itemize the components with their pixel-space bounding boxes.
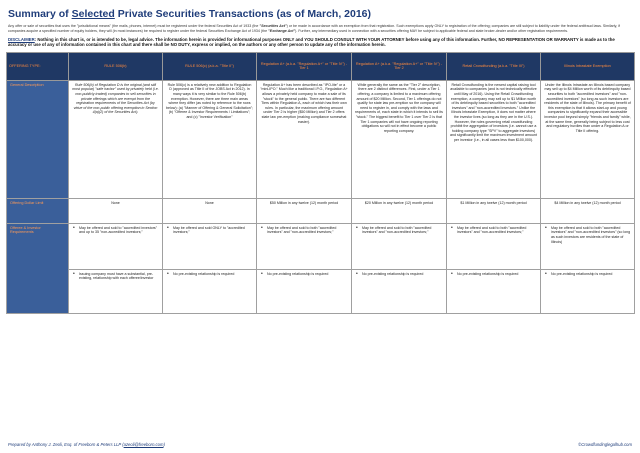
disclaimer-paragraph [8, 37, 632, 48]
table-cell: $50 Million in any twelve (12) month period [257, 198, 352, 223]
intro-paragraph: Any offer or sale of securities that uses the "jurisdictional means" (the mails, phones, internet) must be registered under the federal Securities Act of 1933 (the "Securities Act") or be made in accordance with an exemption from that registration. Such exemptions apply ONLY to registration of the offering; companies are still subject to liability under the federal antifraud laws. Similarly, if companies acquire a specified number of equity holders, they will (in most instances) be required to register under the federal Securities Exchange Act of 1934 (the "Exchange Act"). Further, any intermediary used in connection with a securities offering MAY be subject to applicable federal and state broker-dealer and/or other registration requirements. [8, 24, 620, 33]
table-cell: Rule 506(c) is a relatively new addition to Regulation D (approved as Title II of the JOBS Act in 2012). In many ways it is very similar to the Rule 506(b) exemption. However, there are three main areas where they differ (as noted by reference to the rows below): (a) "Manner of Offering & General Solicitation"; (b) "Offeree & Investor Requirements / Limitations"; and (c) "Investor Verification" [163, 80, 257, 198]
table-cell [447, 223, 541, 269]
footer-copyright: ©Crowdfundinglegalhub.com [578, 442, 632, 447]
title-text-1: Summary of [8, 8, 72, 20]
row-label-offering-limit: Offering Dollar Limit [7, 198, 69, 223]
header-reg-a-tier1: Regulation A+ (a.k.a. "Regulation A+" or "Title IV") - Tier 1 [257, 52, 352, 80]
table-row-offering-limit [7, 198, 635, 223]
header-reg-a-tier2: Regulation A+ (a.k.a. "Regulation A+" or "Title IV") - Tier 2 [352, 52, 447, 80]
list-item: • No pre-existing relationship is required [544, 272, 631, 277]
disclaimer-text: : Nothing in this chart is, or is intended to be, legal advice. The information herein is provided for informational purposes ONLY and YOU SHOULD CONSULT WITH YOUR ATTORNEY before using any of this information. Further, NO REPRESENTATION OR WARRANTY is made as to the accuracy or use of any of information contained in this chart and there shall be NO DUTY, express or implied, on the authors or any other person to update any of the information herein. [8, 37, 615, 48]
page-footer [8, 442, 632, 447]
table-cell: $4 Million in any twelve (12) month period [541, 198, 635, 223]
header-rule-506c: RULE 506(c) (a.k.a. "Title II") [163, 52, 257, 80]
table-cell [447, 269, 541, 313]
table-cell: While generally the same as the "Tier 2" description, there are 2 distinct differences. First, under a Tier 1 offering, a company is limited to a maximum offering amount of $20 Million. Second, Tier 1 offerings do not qualify for state law pre-emption so the company will need to register in, and comply with the laws and requirements of, each state in which it intends to sell its "stock." The biggest benefit to Tier 1 over Tier 2 is that Tier 1 companies will not have ongoing reporting obligations so will not in effect become a public reporting company. [352, 80, 447, 198]
list-item: • May be offered and sold to both "accredited investors" and "non-accredited investors;" [355, 226, 443, 235]
table-cell [257, 223, 352, 269]
table-cell: $20 Million in any twelve (12) month period [352, 198, 447, 223]
header-retail-crowdfunding: Retail Crowdfunding (a.k.a. "Title III") [447, 52, 541, 80]
list-item: • No pre-existing relationship is required [450, 272, 537, 277]
table-header-row [7, 52, 635, 80]
table-cell: Regulation A+ has been described as "IPO-lite" or a "mini-IPO." Much like a traditional I.P.O., Regulation A+ allows a privately held company to make a sale of its "stock" to the general public. There are two different Tiers within Regulation A, each of which has their own rules. In particular, the maximum offering amount under Tier 2 is higher ($50 Million) and Tier 2 offers state law pre-emption (making compliance somewhat easier). [257, 80, 352, 198]
table-cell: Retail Crowdfunding is the newest capital raising tool available to companies (and is not technically effective until May of 2016). Using the Retail Crowdfunding exemption, a company may sell up to $1 Million worth of its debt/equity based securities to both "accredited investors" and "non-accredited investors." Unlike the Illinois Intrastate Exemption, it does not matter where the investor lives (so long as they are in the U.S.). However, the rules governing retail crowdfunding prohibit the aggregation of investors (i.e. cannot use a holding company type "SPV" to aggregate investors) and significantly limit the maximum investment amount per investor (i.e., in all cases less than $100,000). [447, 80, 541, 198]
table-cell [163, 269, 257, 313]
list-item: • May be offered and sold ONLY to "accredited investors;" [166, 226, 253, 235]
table-row-relationship [7, 269, 635, 313]
list-item: • No pre-existing relationship is required [355, 272, 443, 277]
table-cell: Rule 506(b) of Regulation D is the original (and still most popular) "safe harbor" used by privately held (i.e. non-publicly traded) companies to sell securities in private offerings which are exempt from the registration requirements of the Securities Act (by virtue of the non-public offering exemption in Section 4(a)(2) of the Securities Act). [69, 80, 163, 198]
list-item: • May be offered and sold to both "accredited investors" and "non-accredited investors;" [450, 226, 537, 235]
title-text-selected: Selected [71, 8, 115, 20]
list-item: • No pre-existing relationship is required [260, 272, 348, 277]
disclaimer-label: DISCLAIMER [8, 37, 35, 42]
list-item: • May be offered and sold to "accredited investors" and up to 35 "non-accredited investors;" [72, 226, 159, 235]
page-title [8, 8, 634, 20]
table-cell: None [69, 198, 163, 223]
table-cell: $1 Million in any twelve (12) month period [447, 198, 541, 223]
table-cell [352, 223, 447, 269]
table-row-investor-requirements [7, 223, 635, 269]
table-cell: Under the Illinois Intrastate an Illinois based company may sell up to $4 Million worth of its debt/equity based securities to both "accredited investors" and "non-accredited investors" (so long as such investors are residents of the state of Illinois). The primary benefit of this exemption is that it allows start-up and young companies to significantly expand their accessible investor pool beyond simply "friends and family" while, at the same time, generally being subject to less cost and regulatory hurdles than under a Regulation A or Title II offering. [541, 80, 635, 198]
table-cell [541, 269, 635, 313]
table-row-general-description [7, 80, 635, 198]
table-cell [257, 269, 352, 313]
list-item: • Issuing company must have a substantial, pre-existing, relationship with each offeree/investor [72, 272, 159, 281]
offerings-table [6, 52, 635, 314]
list-item: • No pre-existing relationship is required [166, 272, 253, 277]
header-rule-506b: RULE 506(b) [69, 52, 163, 80]
table-cell [163, 223, 257, 269]
footer-email-link[interactable]: azeoli@freeborn.com [123, 442, 164, 447]
header-offering-type: OFFERING TYPE: [7, 52, 69, 80]
row-label-investor-requirements: Offeree & Investor Requirements [7, 223, 69, 313]
footer-prepared-by: Prepared by Anthony J. Zeoli, Esq. of Freeborn & Peters LLP (azeoli@freeborn.com) [8, 442, 165, 447]
table-cell [352, 269, 447, 313]
table-cell [69, 223, 163, 269]
table-cell [69, 269, 163, 313]
header-illinois-intrastate: Illinois Intrastate Exemption [541, 52, 635, 80]
table-cell [541, 223, 635, 269]
list-item: • May be offered and sold to both "accredited investors" and "non-accredited investors;" [260, 226, 348, 235]
title-text-2: Private Securities Transactions (as of March, 2016) [114, 8, 372, 20]
list-item: • May be offered and sold to both "accredited investors" and "non-accredited investors" (so long as such investors are residents of the state of Illinois) [544, 226, 631, 244]
table-cell: None [163, 198, 257, 223]
row-label-general-description: General Description [7, 80, 69, 198]
